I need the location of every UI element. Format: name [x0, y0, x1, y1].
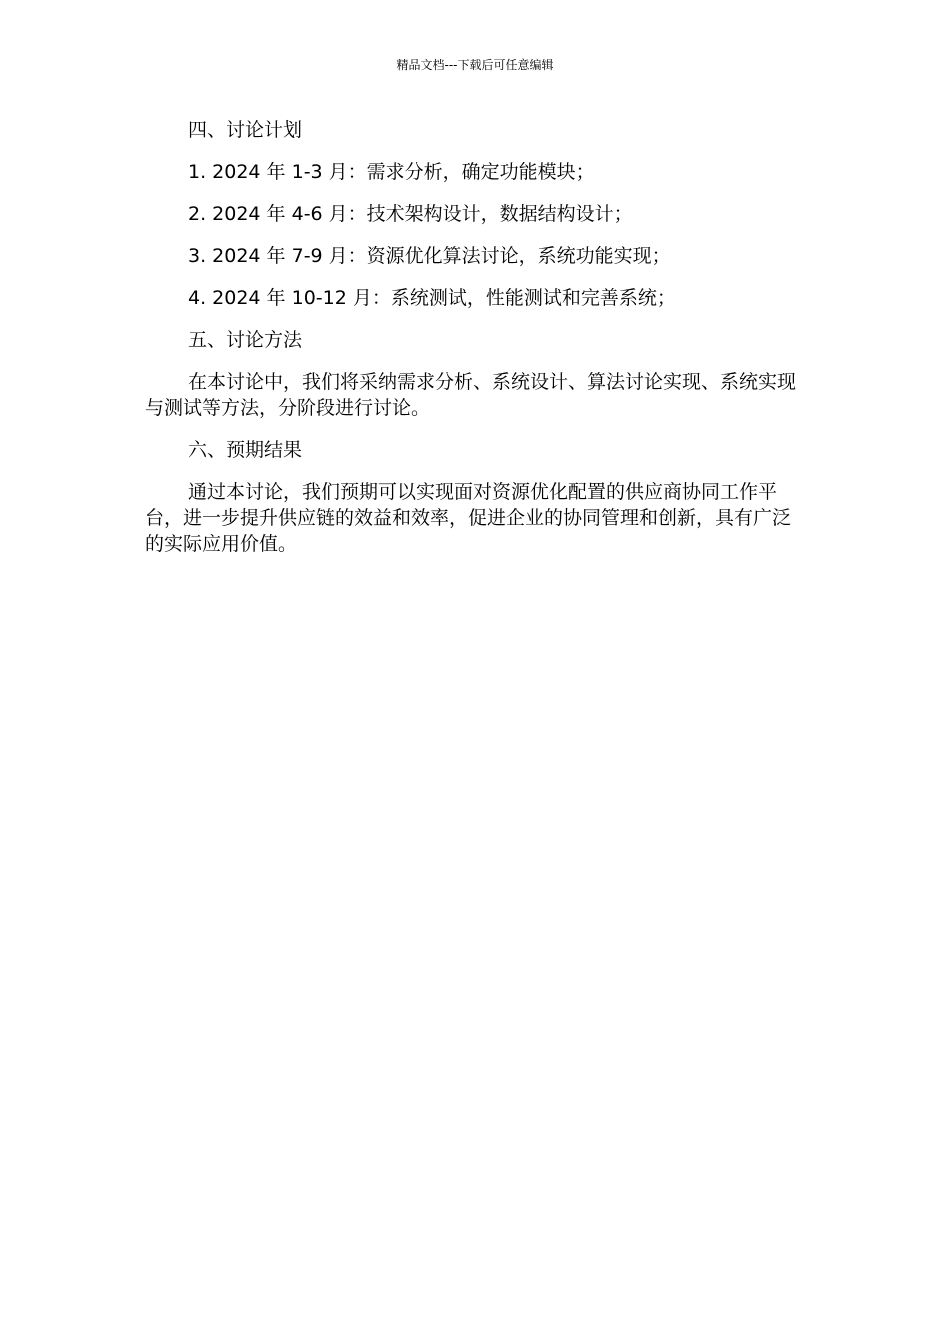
plan-item-3: 3. 2024 年 7-9 月：资源优化算法讨论，系统功能实现； — [188, 245, 671, 267]
result-paragraph: 通过本讨论，我们预期可以实现面对资源优化配置的供应商协同工作平台，进一步提升供应链的效益和效率，促进企业的协同管理和创新，具有广泛的实际应用价值。 — [145, 481, 792, 555]
document-body — [145, 117, 800, 573]
plan-item-4: 4. 2024 年 10-12 月：系统测试，性能测试和完善系统； — [188, 287, 676, 309]
method-paragraph: 在本讨论中，我们将采纳需求分析、系统设计、算法讨论实现、系统实现与测试等方法，分阶段进行讨论。 — [145, 371, 797, 419]
section-heading-result: 六、预期结果 — [188, 439, 303, 461]
section-heading-method: 五、讨论方法 — [188, 329, 303, 351]
page-header: 精品文档---下载后可任意编辑 — [396, 58, 554, 72]
plan-item-2: 2. 2024 年 4-6 月：技术架构设计，数据结构设计； — [188, 203, 633, 225]
section-heading-plan: 四、讨论计划 — [188, 119, 303, 141]
plan-item-1: 1. 2024 年 1-3 月：需求分析，确定功能模块； — [188, 161, 595, 183]
